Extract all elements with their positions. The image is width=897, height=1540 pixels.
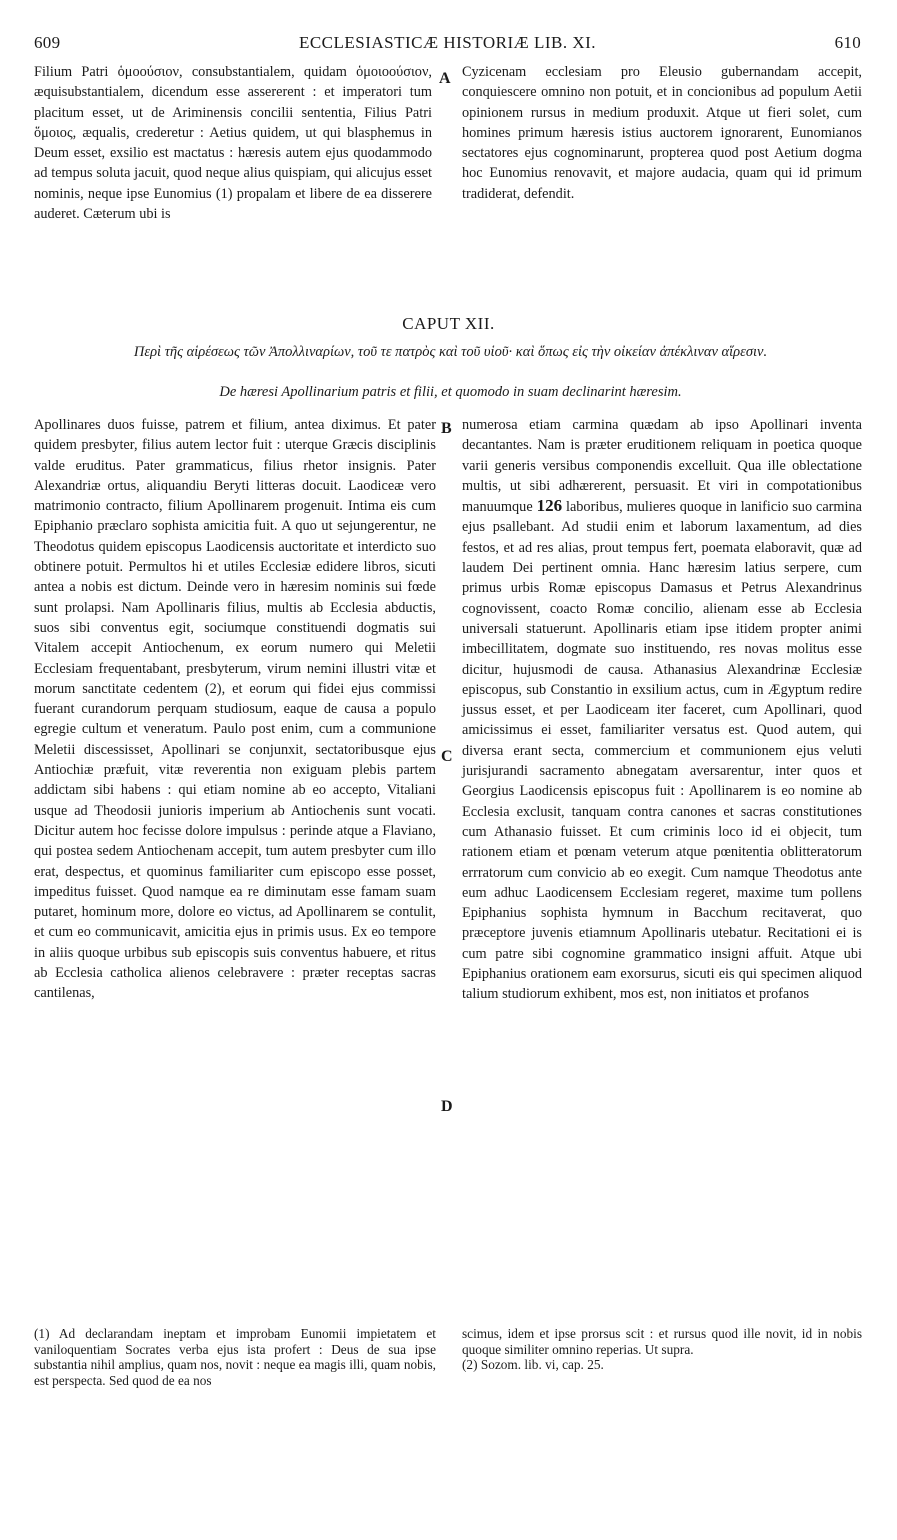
body-right-text-b: laboribus, mulieres quoque in lanificio suo carmina ejus psallebant. Ad studii enim et laborum laxamentum, ad dies festos, et ad res alias, prout tempus fert, poemata elaboravit, quæ ad laudem Dei pertinent omnia. Hanc hæresim latius serpere, cum primus urbis Romæ episcopus Damasus et Petrus Alexandrinus cognovissent, coacto Romæ concilio, alienam esse ab Ecclesia universali statuerunt. Apollinaris etiam ipse itidem propter animi imbecillitatem, dogmate suo instituendo, res novas molitus esse dicitur, hujusmodi de causa. Athanasius Alexandrinæ Ecclesiæ episcopus, sub Constantio in exsilium actus, cum in Ægyptum redire jussus esset, et per Laodiceam iter faceret, cum Apollinari, quod amicissimus ei esset, familiariter versatus est. Quod autem, qui diversa erant secta, commercium et communionem ejus veluti jurisjurandi sacramento abnegatam aversarentur, inter quos et Georgius Laodicensis episcopus fuit : Apollinarem is eo nomine ab Ecclesia exclusit, tanquam contra canones et sacras constitutiones cum Athanasio fuisset. Et cum criminis loco id ei objecit, tum rationem etiam et pœnam veterum atque pœnitentia oblitteratorum errratorum cum convicio ab eo exegit. Cum namque Theodotus ante eum adhuc Laodicensem Ecclesiam regeret, maxime tum pollens Epiphanius sophista hymnum in Bacchum recitaverat, quo præceptore juvenis etiamnum Apollinaris utebatur. Recitationi ei is cum patre sibi cognomine grammatico insigni affuit. Atque ubi Epiphanius orationem eam exorsurus, sicuti eis qui specimen aliquod talium studiorum exhibent, mos est, non initiatos et profanos xyxy=(462,499,863,1003)
running-header xyxy=(34,33,861,57)
top-right-text: Cyzicenam ecclesiam pro Eleusio gubernandam accepit, conquiescere omnino non potuit, et in concionibus ad populum Aetii opinionem rursus in medium produxit. Atque ut fieri solet, cum homines primum hæresis istius auctorem ignorarent, Eunomianos sectatores ejus cognominarunt, propterea quod post Aetium dogma hoc Eunomius renovavit, et majore audacia, quam qui id primum tradiderat, defendit. xyxy=(462,64,862,202)
footnote-right xyxy=(462,1326,862,1373)
section-marker-d: D xyxy=(441,1098,453,1115)
body-left-text: Apollinares duos fuisse, patrem et filium, antea diximus. Et pater quidem presbyter, filius autem lector fuit : uterque Græcis disciplinis valde eruditus. Pater grammaticus, filius rhetor insignis. Pater Alexandriæ ortus, aliquandiu Beryti litteras docuit. Laodiceæ vero matrimonio contracto, filium Apollinarem progenuit. Intima eis cum Epiphanio præclaro sophista amicitia fuit. A quo ut sejungerentur, ne Theodotus quidem episcopus Laodicensis auctoritate et interdicto suo obtinere potuit. Permultos hi et utiles Ecclesiæ edidere libros, sicuti antea a nobis est dictum. Deinde vero in hæresim nominis sui fœde sunt prolapsi. Nam Apollinaris filius, multis ab Ecclesia abductis, suos sibi conventus egit, sociumque constituendi dogmatis sui Vitalem accepit Antiochenum, ex eorum numero qui Meletii Ecclesiam frequentabant, presbyterum, virum nemini illustri vitæ et morum sanctitate cedentem (2), et eorum qui fidei ejus commissi fuerant curandorum perquam studiosum, eaque de causa a populo egregie cultum et veneratum. Paulo post enim, cum a communione Meletii discessisset, Apollinari se conjunxit, sectatoribusque ejus Antiochiæ præfuit, vitæ reverentia non exiguam plebis partem addictam sibi habens : qui etiam nomine ab eo accepto, Vitaliani usque ad Theodosii junioris imperium ab Antiochenis sunt vocati. Dicitur autem hoc fecisse dolore impulsus : perinde atque a Flaviano, qui postea sedem Antiochenam accepit, tum autem presbyter cum illo erat, despectus, et quominus familiariter cum episcopo esse posset, impeditus fuisset. Quod namque ea re diminutam esse famam suam putaret, hominum more, dolore eo victus, ad Apollinarem se contulit, et cum eo communicavit, amicitia ejus in primis usus. Ex eo tempore in aliis quoque urbibus sub episcopis suis conventus habuere, et ritus ab Ecclesia catholica alienos celebravere : præter receptas sacras cantilenas, xyxy=(34,417,436,1002)
margin-number: 126 xyxy=(536,496,563,516)
section-marker-b: B xyxy=(441,420,452,437)
chapter-title: CAPUT XII. xyxy=(402,314,495,333)
body-left-column xyxy=(34,415,436,1004)
top-left-text: Filium Patri ὁμοούσιον, consubstantialem, quidam ὁμοιοούσιον, æquisubstantialem, dicendum esse assererent : et imperatori tum placitum esset, ut de Ariminensis concilii sententia, Filius Patri ὅμοιος, æqualis, crederetur : Aetius quidem, ut qui blasphemus in Deum esset, exsilio est mactatus : hæresis autem ejus quodammodo ad tempus soluta jacuit, quod neque alius quispiam, qui alicujus esset nominis, neque ipse Eunomius (1) propalam et libere de ea disserere auderet. Cæterum ubi is xyxy=(34,64,432,223)
page-number-right: 610 xyxy=(834,33,861,52)
section-marker-a: A xyxy=(439,70,451,87)
body-right-column xyxy=(462,415,862,1005)
body-right-text-a: numerosa etiam carmina quædam ab ipso Apollinari inventa decantantes. Nam is præter eruditionem reliquam in poetica quoque varii generis versibus componendis excelluit. Qua ille oblectatione multis, ut sibi adhærerent, persuasit. Et viri in compotationibus manuumque xyxy=(462,417,862,516)
section-marker-c: C xyxy=(441,748,453,765)
body-right-paragraph xyxy=(462,415,862,1005)
chapter-greek-heading: Περὶ τῆς αἱρέσεως τῶν Ἀπολλιναρίων, τοῦ τε πατρὸς καὶ τοῦ υἱοῦ· καὶ ὅπως εἰς τὴν οἰκείαν ἀπέκλιναν αἵρεσιν. xyxy=(133,344,768,360)
footnote-1-continued: scimus, idem et ipse prorsus scit : et rursus quod ille novit, id in nobis quoque similiter omnino reperias. Ut supra. xyxy=(462,1326,862,1357)
footnote-left xyxy=(34,1326,436,1388)
footnote-1-text: (1) Ad declarandam ineptam et improbam Eunomii impietatem et vaniloquentiam Socrates verba ejus ista profert : Deus de sua ipse substantia nihil amplius, quam nos, novit : neque ea magis illi, quam nobis, est perspecta. Sed quod de ea nos xyxy=(34,1326,436,1388)
top-left-column xyxy=(34,62,432,224)
page-number-left: 609 xyxy=(34,33,61,52)
top-right-column xyxy=(462,62,862,204)
footnote-2-text: (2) Sozom. lib. vi, cap. 25. xyxy=(462,1357,604,1372)
chapter-latin-heading: De hæresi Apollinarium patris et filii, et quomodo in suam declinarint hæresim. xyxy=(219,384,682,400)
running-title: ECCLESIASTICÆ HISTORIÆ LIB. XI. xyxy=(298,33,597,52)
